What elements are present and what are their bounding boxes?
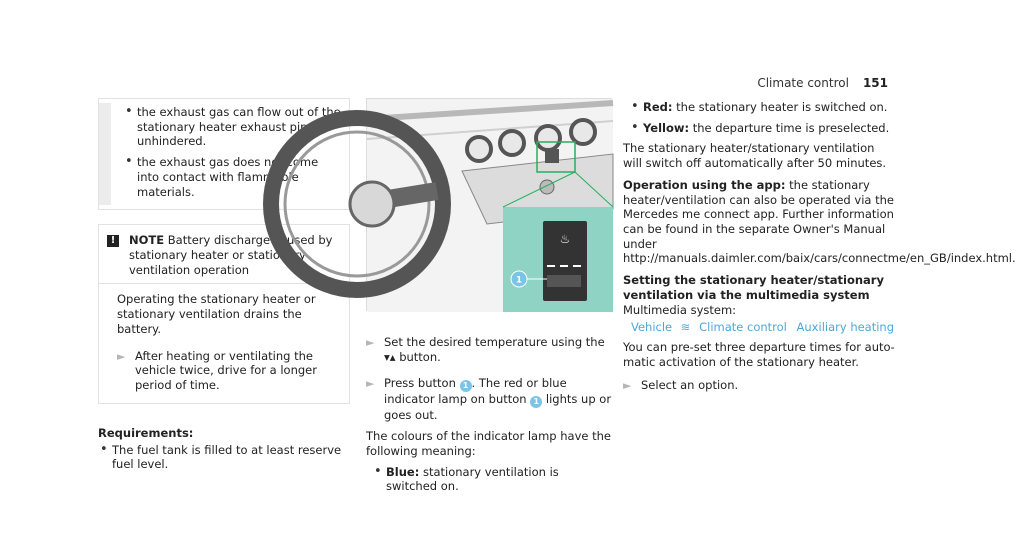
- note-action: [117, 349, 339, 393]
- note-action-text: After heating or ventilating the vehicle twice, drive for a longer period of time.: [135, 348, 317, 393]
- column-left: [98, 98, 350, 478]
- action-arrow-icon: ►: [117, 349, 126, 363]
- path-vehicle: Vehicle: [631, 320, 673, 335]
- note-text: Operating the stationary heater or stationary ventilation drains the battery.: [117, 292, 316, 336]
- column-right: [623, 98, 1016, 393]
- seat-heating-icon: ≋: [680, 320, 691, 335]
- action-arrow-icon: ►: [366, 377, 375, 391]
- page-number: 151: [862, 76, 888, 90]
- path-auxiliary: Auxiliary heating: [796, 320, 895, 335]
- callout-1-icon: 1: [530, 396, 542, 408]
- temperature-button-icon: ▾▴: [384, 349, 396, 364]
- warning-side-bar: [99, 103, 111, 205]
- column-middle: [366, 98, 612, 500]
- requirement-item: • The fuel tank is filled to at least reserve fuel level.: [98, 443, 350, 472]
- section-title: Climate control: [757, 76, 849, 90]
- select-option-step: ► Select an option.: [623, 377, 739, 392]
- colour-item-yellow: • Yellow: the departure time is preselected.: [629, 121, 895, 136]
- multimedia-label: Multimedia system:: [623, 302, 737, 317]
- colour-list: [366, 465, 612, 494]
- steps: [366, 335, 612, 494]
- warning-item: • the exhaust gas can flow out of the stationary heater exhaust pipe unhindered.: [123, 105, 343, 149]
- requirements-label: Requirements:: [98, 425, 194, 440]
- dashboard-drawing: [367, 99, 613, 312]
- preset-text: You can pre-set three departure times for automatic activation of the stationary heater.: [623, 340, 895, 369]
- svg-text:♨: ♨: [559, 232, 571, 246]
- dashboard-illustration: [366, 98, 612, 311]
- svg-text:1: 1: [515, 275, 523, 286]
- colour-item-red: • Red: the stationary heater is switched on.: [629, 100, 895, 115]
- note-box: [98, 224, 350, 403]
- note-body: [99, 284, 349, 402]
- action-arrow-icon: ►: [366, 336, 375, 349]
- note-title: Battery discharge caused by stationary heater or stationary ventilation operation: [129, 233, 333, 277]
- colour-list-continued: [623, 100, 895, 135]
- action-arrow-icon: ►: [623, 378, 632, 392]
- warning-list: [123, 103, 343, 205]
- app-paragraph: Operation using the app: the stationary heater/ventilation can also be operated via the Mercedes me connect app. Further information can be found in the separate Owner's Manual under http://manuals.daimler.com/baix/cars/connectme/en_GB/index.html.: [623, 177, 1016, 266]
- setting-heading: Setting the stationary heater/stationary ventilation via the multimedia system: [623, 273, 884, 302]
- step-press-button: ► Press button 1 . The red or blue indicator lamp on button 1 lights up or goes out.: [366, 376, 612, 423]
- warning-item: • the exhaust gas does not come into contact with flammable materials.: [123, 155, 343, 199]
- note-label: NOTE: [129, 233, 165, 248]
- warning-continuation-box: [98, 98, 350, 210]
- menu-path: [623, 320, 895, 335]
- requirements-list: [98, 443, 350, 472]
- auto-off-text: The stationary heater/stationary ventilation will switch off automatically after 50 minutes.: [623, 141, 887, 171]
- step-set-temperature: ► Set the desired temperature using the ▾▴ button.: [366, 335, 605, 364]
- colour-item-blue: • Blue: stationary ventilation is switched on.: [372, 465, 612, 494]
- path-climate: Climate control: [699, 320, 787, 335]
- page-header: [757, 76, 888, 91]
- exclamation-icon: !: [107, 235, 119, 247]
- requirements: [98, 426, 350, 472]
- callout-1-icon: 1: [460, 380, 472, 392]
- colours-text: The colours of the indicator lamp have the following meaning:: [366, 429, 611, 458]
